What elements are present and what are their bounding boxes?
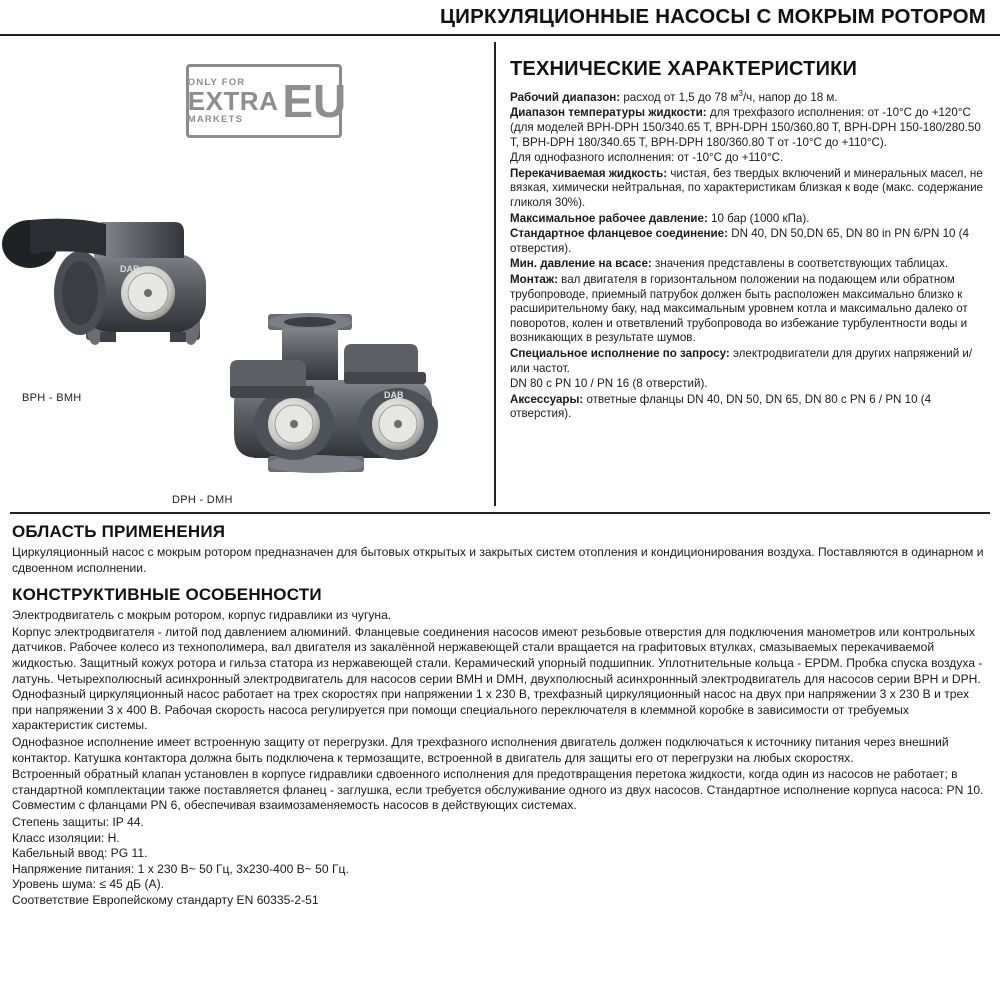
design-paragraph: Однофазное исполнение имеет встроенную защиту от перегрузки. Для трехфазного исполнения двигатель должен подключаться к источнику питания через внешний контактор. Катушка контактора должна быть подключена к термозащите, встроенной в двигатель для защиты его от перегрузки на любых скоростях. — [12, 734, 949, 765]
application-paragraph: Циркуляционный насос с мокрым ротором предназначен для бытовых открытых и закрытых систем отопления и кондиционирования воздуха. Поставляются в одинарном и сдвоенном исполнении. — [12, 545, 984, 575]
spec-item — [510, 106, 988, 150]
spec-item — [510, 87, 988, 105]
spec-item-label: Стандартное фланцевое соединение: — [510, 227, 728, 241]
spec-item — [510, 151, 988, 166]
design-section — [0, 577, 1000, 908]
spec-item-value: Для однофазного исполнения: от -10°C до +110°C. — [510, 151, 784, 165]
application-title: ОБЛАСТЬ ПРИМЕНЕНИЯ — [12, 522, 226, 541]
spec-item-label: Перекачиваемая жидкость: — [510, 166, 668, 180]
spec-item — [510, 257, 988, 272]
technical-specs-title: ТЕХНИЧЕСКИЕ ХАРАКТЕРИСТИКИ — [510, 58, 858, 80]
technical-specs-list — [510, 87, 988, 422]
page-title: ЦИРКУЛЯЦИОННЫЕ НАСОСЫ С МОКРЫМ РОТОРОМ — [440, 5, 986, 28]
design-spec-line: Класс изоляции: H. — [12, 830, 120, 845]
spec-item-label: Монтаж: — [510, 272, 558, 286]
twin-pump-image — [212, 298, 498, 498]
spec-item-value: DN 80 c PN 10 / PN 16 (8 отверстий). — [510, 377, 708, 391]
spec-item-label: Специальное исполнение по запросу: — [510, 346, 730, 360]
spec-item-value: 10 бар (1000 кПа). — [707, 211, 810, 225]
design-paragraph: Встроенный обратный клапан установлен в корпусе гидравлики сдвоенного исполнения для предотвращения перетока жидкости, когда один из насосов не работает; в стандартной комплектации также поставляется фланец - заглушка, если требуется обслуживание одного из двух насосов. Стандартное исполнение корпуса насоса: PN 10. Совместим с фланцами PN 6, обеспечивая взаимозаменяемость насосов в действующих системах. — [12, 767, 984, 813]
spec-item-value: для трехфазого исполнения: от -10°C до +120°C (для моделей BPH-DPH 150/340.65 T, BPH-DPH 150/360.80 T, BPH-DPH 150-180/280.50 T, BPH-DPH 180/340.65 T, BPH-DPH 180/360.80 T от -10°C до +110°C). — [510, 106, 981, 149]
spec-item-value: электродвигатели для других напряжений и/или частот. — [510, 346, 973, 375]
spec-item-label: Мин. давление на всасе: — [510, 257, 652, 271]
spec-item-value: расход от 1,5 до 78 $м^3/ч$, напор до 18 м. — [620, 89, 838, 104]
technical-specs-panel — [494, 42, 1000, 506]
application-section — [0, 514, 1000, 576]
design-spec-line: Уровень шума: ≤ 45 дБ (А). — [12, 877, 164, 892]
design-body — [12, 608, 988, 814]
spec-item-value: вал двигателя в горизонтальном положении на подающем или обратном трубопроводе, приемный патрубок должен быть расположен максимально близко к расширительному баку, над максимальным уровнем котла и максимально далеко от поворотов, колен и ответвлений трубопровода во избежание турбулентности воды и возникающих в результате шумов. — [510, 272, 968, 345]
eu-markets-badge — [186, 64, 347, 138]
design-title: КОНСТРУКТИВНЫЕ ОСОБЕННОСТИ — [12, 585, 322, 605]
design-spec-line: Напряжение питания: 1 х 230 В~ 50 Гц, 3х230-400 В~ 50 Гц. — [12, 861, 349, 876]
twin-pump-caption: DPH - DMH — [172, 494, 233, 506]
page-header — [0, 0, 1000, 36]
badge-extra-label: EXTRA — [187, 86, 279, 116]
spec-item — [510, 393, 988, 422]
single-pump-caption: BPH - BMH — [22, 392, 82, 404]
top-section — [0, 36, 1000, 506]
spec-item — [510, 167, 988, 211]
svg-text:DAB: DAB — [384, 390, 404, 400]
spec-item — [510, 273, 988, 346]
design-spec-line: Кабельный ввод: PG 11. — [12, 846, 148, 861]
product-images-panel — [0, 36, 494, 506]
badge-eu-label: EU — [282, 75, 347, 127]
spec-item — [510, 227, 988, 256]
spec-item-label: Рабочий диапазон: — [510, 90, 621, 104]
spec-item-value: DN 40, DN 50,DN 65, DN 80 in PN 6/PN 10 (4 отверстия). — [510, 227, 969, 255]
spec-item-label: Диапазон температуры жидкости: — [510, 106, 707, 120]
badge-only-label: ONLY FOR — [187, 76, 246, 88]
spec-item-label: Аксессуары: — [510, 392, 584, 406]
svg-text:DAB: DAB — [120, 264, 140, 274]
spec-item-label: Максимальное рабочее давление: — [510, 211, 708, 225]
design-spec-lines — [12, 815, 988, 909]
spec-item — [510, 377, 988, 392]
badge-markets-label: MARKETS — [187, 114, 244, 125]
single-pump-image — [0, 194, 240, 394]
application-body — [12, 545, 988, 576]
design-paragraph: Электродвигатель с мокрым ротором, корпус гидравлики из чугуна. — [12, 608, 392, 623]
spec-item-value: значения представлены в соответствующих таблицах. — [651, 257, 949, 271]
spec-item — [510, 212, 988, 227]
spec-item — [510, 347, 988, 376]
design-paragraph: Корпус электродвигателя - литой под давлением алюминий. Фланцевые соединения насосов имеют резьбовые отверстия для подключения манометров или контрольных датчиков. Рабочее колесо из технополимера, вал двигателя из закалённой нержавеющей стали вращается на графитовых втулках, смазываемых перекачиваемой жидкостью. Защитный кожух ротора и гильза статора из нержавеющей стали. Керамический упорный подшипник. Уплотнительные кольца - EPDM. Пробка спуска воздуха - латунь. Четырехполюсный асинхронный электродвигатель для насосов серии BMH и DMH, двухполюсный асинхроннный электродвигатель для насосов серии BPH и DPH. Однофазный циркуляционный насос работает на трех скоростях при напряжении 1 х 230 В, трехфазный циркуляционный насос на двух при напряжении 3 х 230 В и трех при напряжении 3 х 400 В. Рабочая скорость насоса регулируется при помощи специального переключателя в клеммной коробке в зависимости от требуемых характеристик системы. — [12, 624, 983, 733]
design-spec-line: Соответствие Европейскому стандарту EN 60335-2-51 — [12, 892, 319, 907]
design-spec-line: Степень защиты: IP 44. — [12, 814, 144, 829]
spec-item-value: чистая, без твердых включений и минеральных масел, не вязкая, химически нейтральная, по характеристикам близкая к воде (макс. содержание гликоля 30%). — [510, 166, 983, 210]
spec-item-value: ответные фланцы DN 40, DN 50, DN 65, DN 80 c PN 6 / PN 10 (4 отверстия). — [510, 392, 932, 421]
